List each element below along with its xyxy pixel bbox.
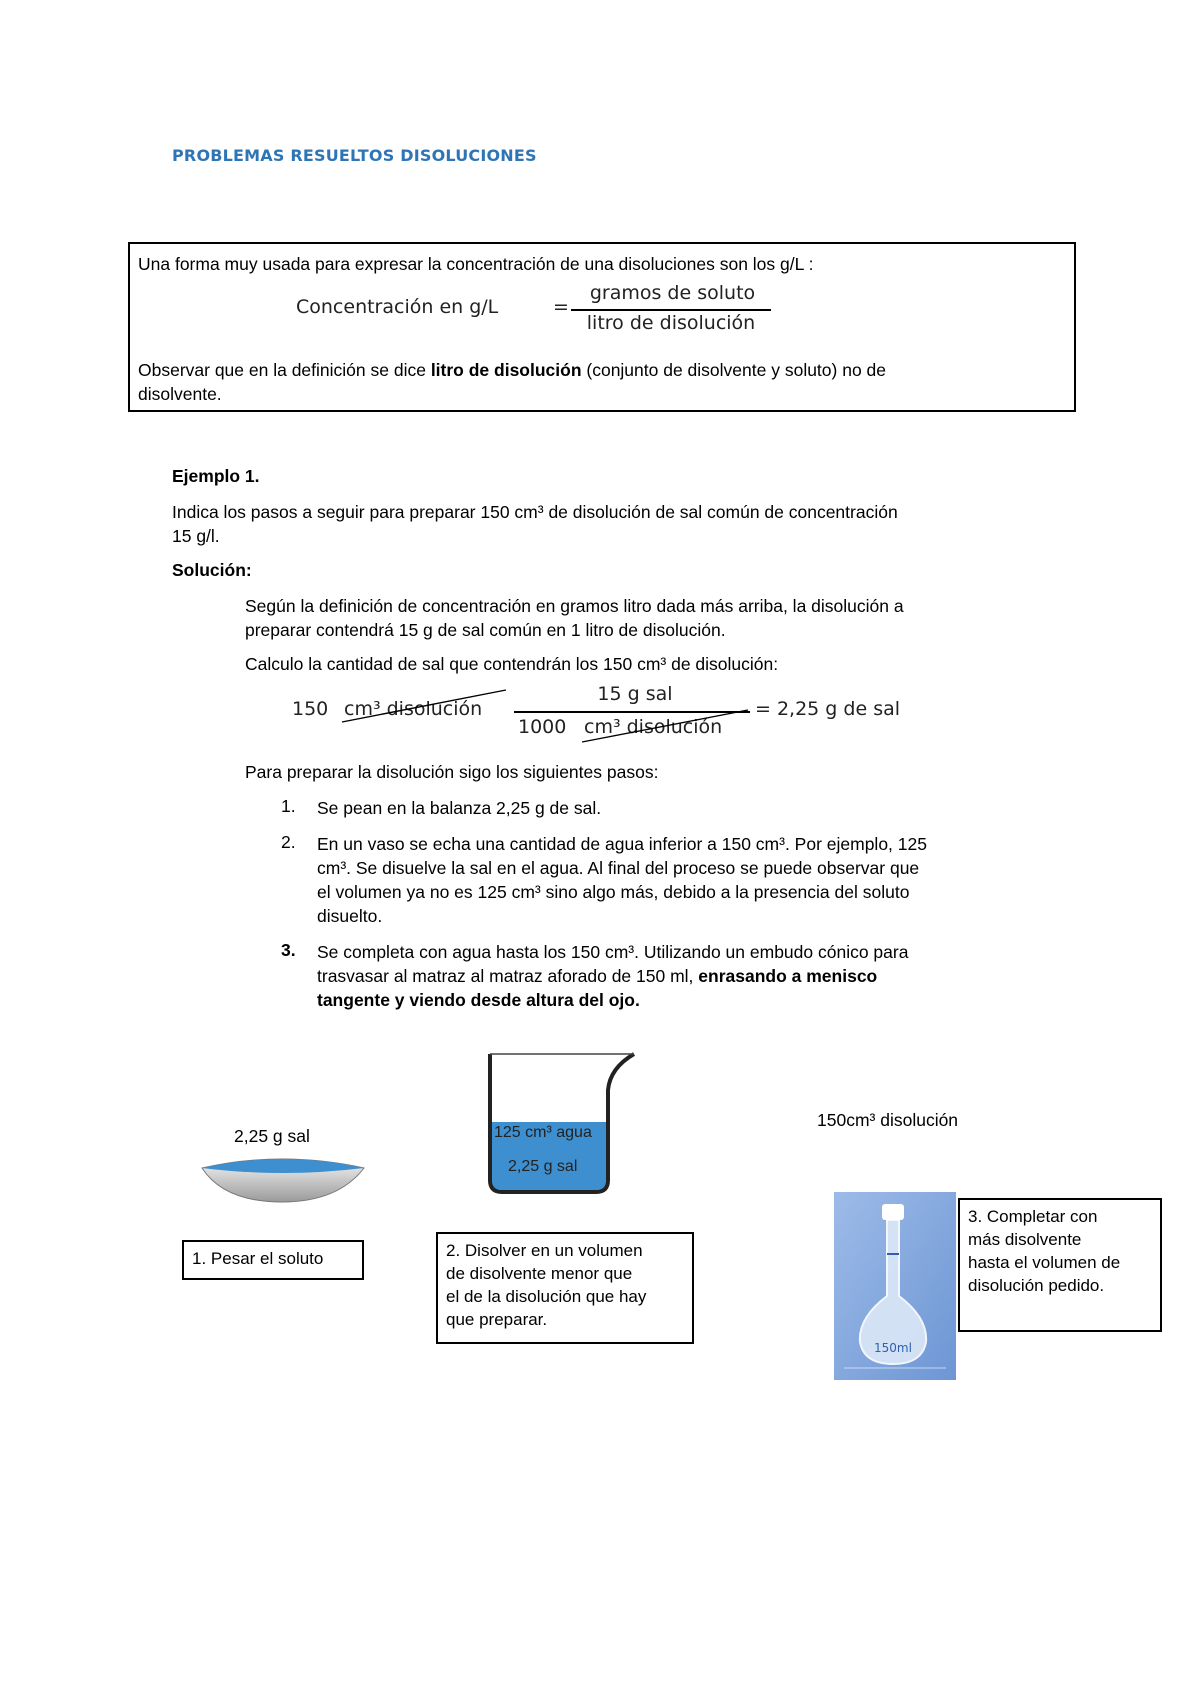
step-box-3-line1: 3. Completar con bbox=[968, 1207, 1098, 1226]
step-box-2-line2: de disolvente menor que bbox=[446, 1264, 633, 1283]
cancel-strikes bbox=[0, 0, 1200, 800]
beaker-label-salt: 2,25 g sal bbox=[508, 1158, 578, 1175]
formula-denominator: litro de disolución bbox=[586, 312, 756, 334]
step-3-line2-text: trasvasar al matraz al matraz aforado de 150 ml, bbox=[317, 966, 699, 986]
page-title: PROBLEMAS RESUELTOS DISOLUCIONES bbox=[172, 146, 537, 165]
step-3-number: 3. bbox=[281, 940, 296, 960]
calc-lhs-number: 150 bbox=[292, 698, 329, 720]
formula-numerator: gramos de soluto bbox=[589, 282, 756, 304]
example-heading: Ejemplo 1. bbox=[172, 466, 260, 486]
calc-numerator: 15 g sal bbox=[597, 683, 673, 705]
formula-equals: = bbox=[553, 296, 569, 318]
note-text-1: Observar que en la definición se dice bbox=[138, 360, 431, 380]
strike-lhs-unit bbox=[342, 690, 506, 722]
formula-lhs: Concentración en g/L bbox=[296, 296, 499, 318]
step-2-number: 2. bbox=[281, 832, 296, 852]
step-2-line4: disuelto. bbox=[317, 906, 383, 926]
solution-p2: Calculo la cantidad de sal que contendrán los 150 cm³ de disolución: bbox=[245, 654, 779, 674]
step-3-line2-bold: enrasando a menisco bbox=[698, 966, 878, 986]
dish-label: 2,25 g sal bbox=[234, 1126, 310, 1146]
example-statement-2: 15 g/l. bbox=[172, 526, 220, 546]
definition-intro: Una forma muy usada para expresar la concentración de una disoluciones son los g/L : bbox=[138, 254, 814, 274]
step-2-line2: cm³. Se disuelve la sal en el agua. Al final del proceso se puede observar que bbox=[317, 858, 920, 878]
strike-den-unit bbox=[582, 710, 748, 742]
step-box-1: 1. Pesar el soluto bbox=[182, 1240, 364, 1280]
step-2-line3: el volumen ya no es 125 cm³ sino algo más, debido a la presencia del soluto bbox=[317, 882, 910, 902]
note-text-2: (conjunto de disolvente y soluto) no de bbox=[581, 360, 887, 380]
step-box-2-line1: 2. Disolver en un volumen bbox=[446, 1241, 643, 1260]
solution-p1-line2: preparar contendrá 15 g de sal común en 1 litro de disolución. bbox=[245, 620, 726, 640]
step-3-line2 bbox=[317, 964, 877, 988]
step-1-line1: Se pean en la balanza 2,25 g de sal. bbox=[317, 798, 602, 818]
step-3-line1: Se completa con agua hasta los 150 cm³. Utilizando un embudo cónico para bbox=[317, 942, 909, 962]
step-box-2-line3: el de la disolución que hay bbox=[446, 1287, 647, 1306]
flask-mark-label: 150ml bbox=[874, 1341, 912, 1355]
note-bold: litro de disolución bbox=[430, 360, 582, 380]
flask-caption: 150cm³ disolución bbox=[817, 1110, 959, 1130]
step-box-2 bbox=[436, 1232, 694, 1344]
step-3-line3: tangente y viendo desde altura del ojo. bbox=[317, 990, 640, 1010]
flask-stopper bbox=[882, 1204, 904, 1220]
example-statement-1: Indica los pasos a seguir para preparar 150 cm³ de disolución de sal común de concentración bbox=[172, 502, 898, 522]
steps-intro: Para preparar la disolución sigo los siguientes pasos: bbox=[245, 762, 659, 782]
step-box-3-line2: más disolvente bbox=[968, 1230, 1082, 1249]
weighing-dish-icon bbox=[198, 1148, 370, 1208]
step-box-3-line4: disolución pedido. bbox=[968, 1276, 1105, 1295]
volumetric-flask-icon bbox=[834, 1192, 956, 1380]
step-2-line1: En un vaso se echa una cantidad de agua inferior a 150 cm³. Por ejemplo, 125 bbox=[317, 834, 927, 854]
step-box-2-line4: que preparar. bbox=[446, 1310, 548, 1329]
definition-note-line2: disolvente. bbox=[138, 384, 222, 404]
step-box-3 bbox=[958, 1198, 1162, 1332]
solution-heading: Solución: bbox=[172, 560, 252, 580]
calc-lhs-unit: cm³ disolución bbox=[344, 698, 483, 720]
step-box-3-line3: hasta el volumen de bbox=[968, 1253, 1121, 1272]
step-1-number: 1. bbox=[281, 796, 296, 816]
calc-result: = 2,25 g de sal bbox=[755, 698, 901, 720]
calc-denominator-number: 1000 bbox=[518, 716, 567, 738]
solution-p1-line1: Según la definición de concentración en gramos litro dada más arriba, la disolución a bbox=[245, 596, 904, 616]
beaker-label-water: 125 cm³ agua bbox=[494, 1124, 592, 1141]
calc-denominator-unit: cm³ disolución bbox=[584, 716, 723, 738]
